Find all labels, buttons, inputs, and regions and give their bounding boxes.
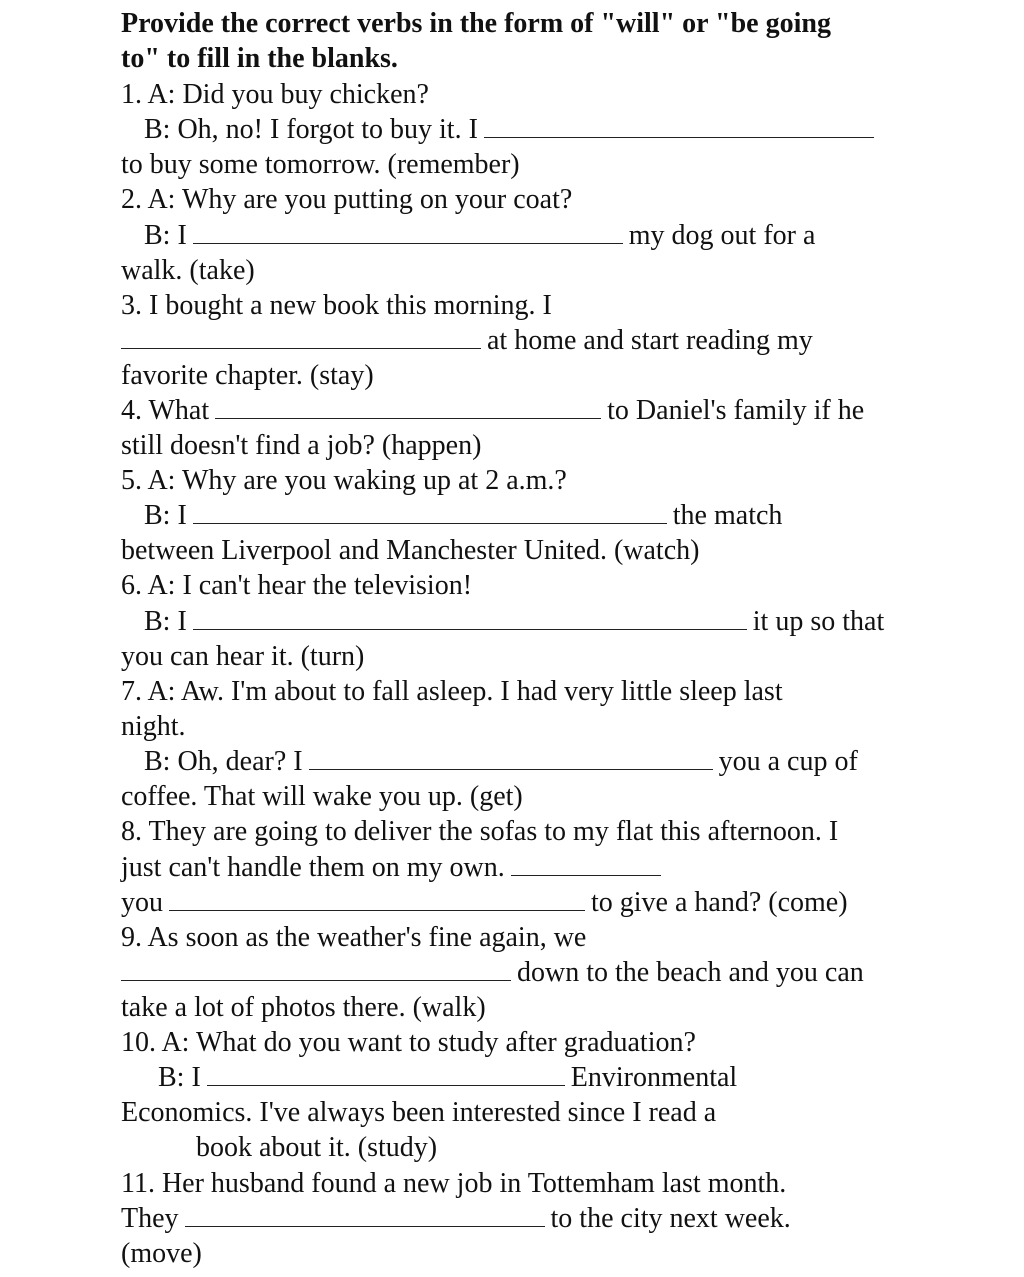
q2-answer-line bbox=[144, 218, 815, 253]
q6-continuation: you can hear it. (turn) bbox=[121, 641, 365, 672]
q2-question: 2. A: Why are you putting on your coat? bbox=[121, 184, 573, 215]
q1-continuation: to buy some tomorrow. (remember) bbox=[121, 149, 520, 180]
q5-answer-line bbox=[144, 498, 782, 533]
q11-continuation: (move) bbox=[121, 1238, 202, 1269]
q2-after-text: my dog out for a bbox=[628, 220, 816, 251]
q5-blank[interactable] bbox=[193, 501, 667, 524]
q10-answer-text: B: I bbox=[158, 1062, 201, 1093]
q2-continuation: walk. (take) bbox=[121, 255, 255, 286]
instructions-line-1: Provide the correct verbs in the form of "will" or "be going bbox=[121, 8, 831, 39]
q10-continuation-2: book about it. (study) bbox=[196, 1132, 438, 1163]
q5-after-text: the match bbox=[672, 500, 783, 531]
q8-after-text: to give a hand? (come) bbox=[591, 887, 848, 918]
q6-blank[interactable] bbox=[193, 607, 747, 630]
q10-blank[interactable] bbox=[207, 1063, 565, 1086]
q8-answer-line bbox=[121, 885, 848, 920]
q8-you-text: you bbox=[121, 887, 163, 918]
q4-line bbox=[121, 393, 864, 428]
q10-question: 10. A: What do you want to study after graduation? bbox=[121, 1027, 696, 1058]
q1-blank[interactable] bbox=[484, 115, 874, 138]
q11-blank[interactable] bbox=[185, 1204, 545, 1227]
q6-question: 6. A: I can't hear the television! bbox=[121, 570, 473, 601]
q4-start-text: 4. What bbox=[121, 395, 210, 426]
q1-answer-text: B: Oh, no! I forgot to buy it. I bbox=[144, 114, 478, 145]
q9-blank-line bbox=[121, 955, 864, 990]
q10-continuation-1: Economics. I've always been interested since I read a bbox=[121, 1097, 717, 1128]
q4-after-text: to Daniel's family if he bbox=[607, 395, 865, 426]
q9-sentence: 9. As soon as the weather's fine again, we bbox=[121, 922, 587, 953]
q3-sentence: 3. I bought a new book this morning. I bbox=[121, 290, 552, 321]
q3-continuation: favorite chapter. (stay) bbox=[121, 360, 374, 391]
q9-blank[interactable] bbox=[121, 958, 511, 981]
q7-blank[interactable] bbox=[309, 747, 713, 770]
q11-after-text: to the city next week. bbox=[550, 1203, 791, 1234]
q8-blank-1[interactable] bbox=[511, 853, 661, 876]
q3-blank[interactable] bbox=[121, 326, 481, 349]
q10-answer-line bbox=[158, 1060, 737, 1095]
q8-line-2-text: just can't handle them on my own. bbox=[121, 852, 505, 883]
q11-they-text: They bbox=[121, 1203, 179, 1234]
q5-answer-text: B: I bbox=[144, 500, 187, 531]
q5-question: 5. A: Why are you waking up at 2 a.m.? bbox=[121, 465, 567, 496]
q4-blank[interactable] bbox=[215, 396, 601, 419]
q10-after-text: Environmental bbox=[570, 1062, 738, 1093]
q2-blank[interactable] bbox=[193, 221, 623, 244]
q1-answer-line bbox=[144, 112, 880, 147]
q9-continuation: take a lot of photos there. (walk) bbox=[121, 992, 486, 1023]
instructions-line-2: to" to fill in the blanks. bbox=[121, 43, 398, 74]
q6-answer-text: B: I bbox=[144, 606, 187, 637]
q7-after-text: you a cup of bbox=[718, 746, 858, 777]
q4-continuation: still doesn't find a job? (happen) bbox=[121, 430, 482, 461]
q9-after-text: down to the beach and you can bbox=[517, 957, 864, 988]
q7-answer-text: B: Oh, dear? I bbox=[144, 746, 303, 777]
q1-question: 1. A: Did you buy chicken? bbox=[121, 79, 429, 110]
q7-answer-line bbox=[144, 744, 858, 779]
q5-continuation: between Liverpool and Manchester United. (watch) bbox=[121, 535, 700, 566]
q11-sentence: 11. Her husband found a new job in Tottemham last month. bbox=[121, 1168, 787, 1199]
q7-question-line-2: night. bbox=[121, 711, 186, 742]
q6-answer-line bbox=[144, 604, 884, 639]
q8-blank-2[interactable] bbox=[169, 888, 585, 911]
q7-continuation: coffee. That will wake you up. (get) bbox=[121, 781, 523, 812]
q6-after-text: it up so that bbox=[752, 606, 885, 637]
q3-blank-line bbox=[121, 323, 813, 358]
q8-sentence-line-2 bbox=[121, 850, 667, 885]
q11-answer-line bbox=[121, 1201, 791, 1236]
q3-after-text: at home and start reading my bbox=[487, 325, 813, 356]
q2-answer-text: B: I bbox=[144, 220, 187, 251]
q8-sentence-line-1: 8. They are going to deliver the sofas to my flat this afternoon. I bbox=[121, 816, 839, 847]
q7-question-line-1: 7. A: Aw. I'm about to fall asleep. I had very little sleep last bbox=[121, 676, 783, 707]
